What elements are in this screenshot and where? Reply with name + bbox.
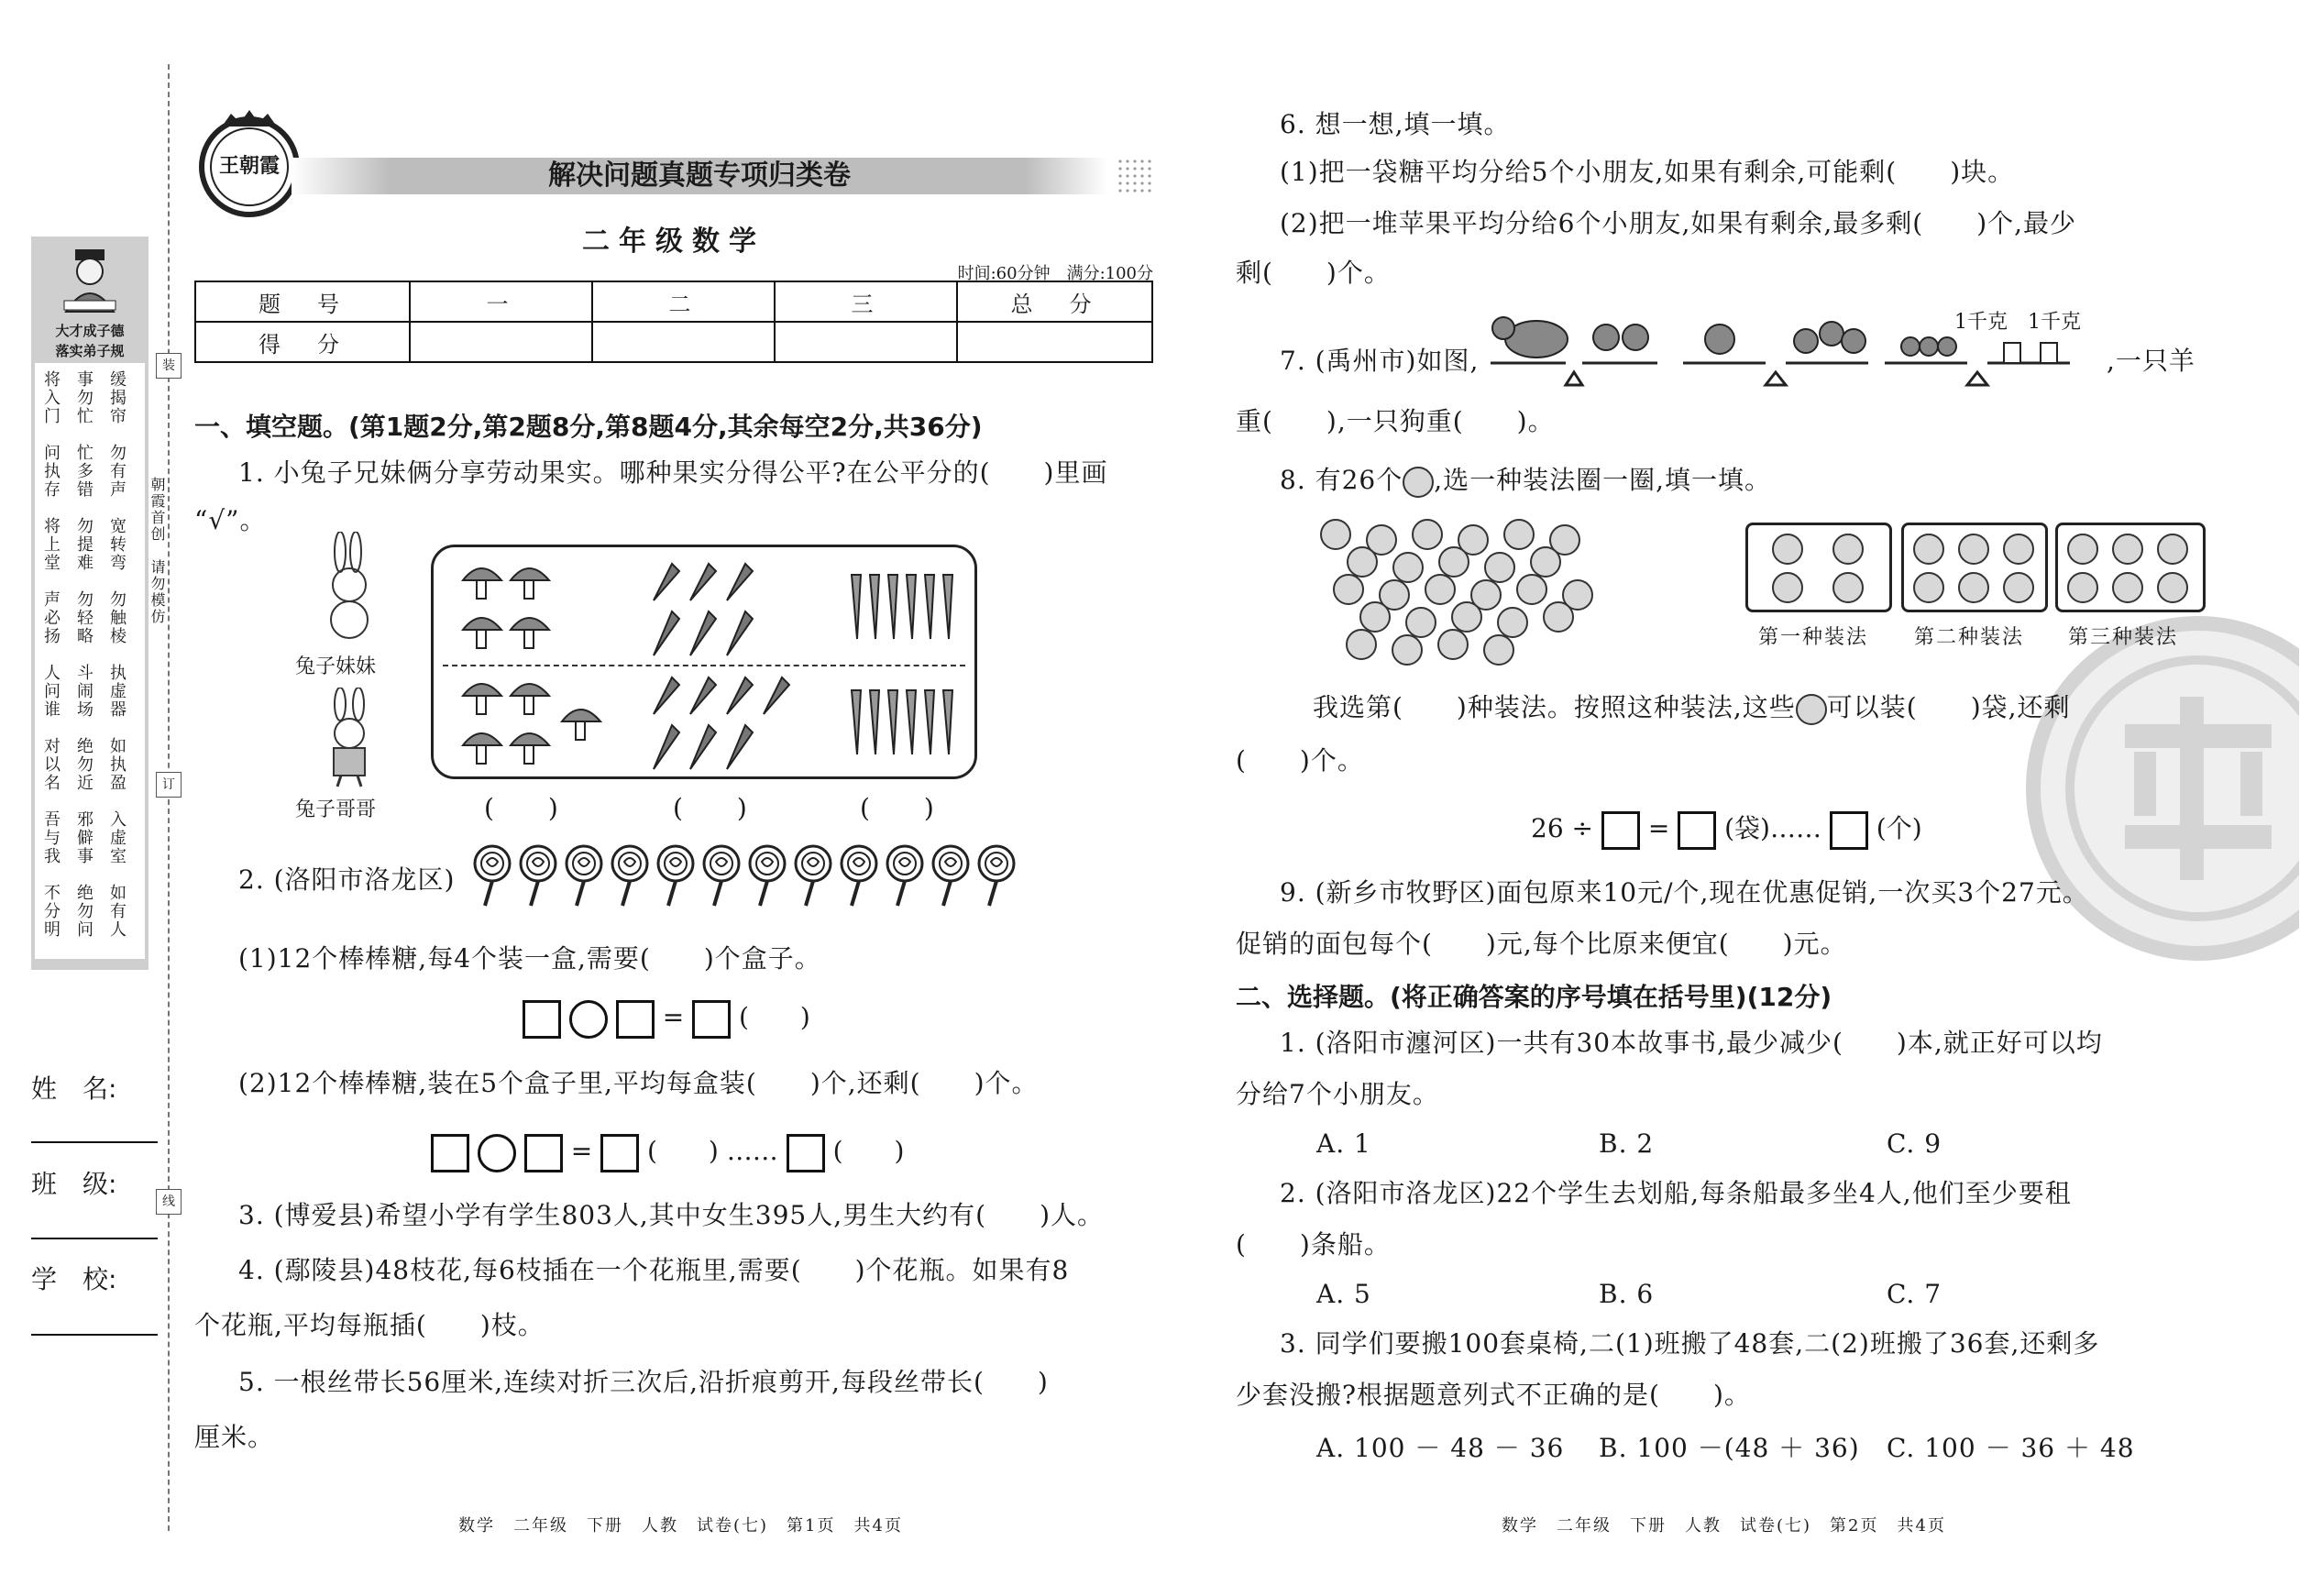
apple-icon: [1483, 634, 1514, 666]
equation-box[interactable]: [616, 1000, 655, 1039]
time-info: 时间:60分钟 满分:100分: [957, 264, 1153, 283]
packing-label-2: 第二种装法: [1914, 626, 2025, 649]
c2-option-c[interactable]: C. 7: [1887, 1279, 1942, 1309]
radish-group-top: [846, 566, 956, 648]
lollipop-icon: [563, 843, 605, 908]
verse-column: 吾与我: [41, 810, 61, 865]
lollipop-icon: [930, 843, 972, 908]
c2-line1: 2. (洛阳市洛龙区)22个学生去划船,每条船最多坐4人,他们至少要租: [1280, 1178, 2072, 1208]
unit-paren[interactable]: ( ): [832, 1136, 905, 1166]
equation-box[interactable]: [692, 1000, 731, 1039]
q1-line1: 1. 小兔子兄妹俩分享劳动果实。哪种果实分得公平?在公平分的( )里画: [238, 457, 1108, 488]
apple-icon: [1346, 629, 1377, 660]
equation-box[interactable]: [1678, 811, 1716, 850]
q2-1-equation: [523, 997, 810, 1039]
c1-line2: 分给7个小朋友。: [1236, 1079, 1439, 1109]
score-header-cell: 总 分: [957, 281, 1152, 322]
school-label: 学 校:: [31, 1264, 117, 1294]
lollipop-icon: [792, 843, 834, 908]
verse-column: 勿有声: [107, 444, 127, 499]
title-dots: [1117, 158, 1153, 194]
unit-paren[interactable]: ( ): [739, 1002, 810, 1032]
eq-part-bags: (袋)……: [1724, 813, 1821, 843]
rabbit-sister-image: [308, 532, 391, 642]
apple-icon: [1359, 601, 1391, 633]
packed-apple-icon: [1832, 534, 1864, 565]
lollipop-icon: [746, 843, 788, 908]
q6: 6. 想一想,填一填。: [1280, 109, 1511, 139]
apple-icon: [1543, 601, 1574, 633]
apple-icon: [1392, 552, 1424, 583]
lollipop-icon: [655, 843, 697, 908]
c2-option-b[interactable]: B. 6: [1599, 1279, 1655, 1309]
section-2-heading: 二、选择题。(将正确答案的序号填在括号里)(12分): [1236, 982, 1832, 1012]
packed-apple-icon: [2157, 534, 2188, 565]
cut-mark-3: 线: [156, 1189, 182, 1215]
name-line[interactable]: [31, 1141, 158, 1143]
packing-label-1: 第一种装法: [1758, 626, 1869, 649]
apple-icon: [1392, 634, 1423, 666]
apple-icon: [1484, 552, 1515, 583]
verse-column: 事勿忙: [74, 370, 94, 425]
lollipop-icon: [884, 843, 926, 908]
q2-2-equation: [431, 1131, 904, 1172]
mushroom-group-top: [461, 556, 562, 657]
footer-right: 数学 二年级 下册 人教 试卷(七) 第2页 共4页: [1502, 1516, 1946, 1535]
score-header-cell: 题 号: [195, 281, 410, 322]
q2-line: 2. (洛阳市洛龙区): [238, 864, 456, 895]
q8-line3: ( )个。: [1236, 745, 1364, 776]
name-label: 姓 名:: [31, 1073, 117, 1104]
answer-paren-carrot[interactable]: ( ): [673, 793, 748, 823]
panel-divider: [443, 665, 965, 666]
subtitle: 二年级数学: [582, 226, 765, 258]
verse-column: 宽转弯: [107, 517, 127, 572]
packed-apple-icon: [2157, 572, 2188, 603]
lollipop-icon: [700, 843, 743, 908]
q2-2: (2)12个棒棒糖,装在5个盒子里,平均每盒装( )个,还剩( )个。: [238, 1068, 1039, 1098]
equals-sign: =: [662, 1002, 685, 1032]
score-table: [194, 281, 1153, 363]
q8-text-d: 可以装( )袋,还剩: [1826, 692, 2071, 722]
weight-label-2: 1千克: [2028, 311, 2081, 334]
q6-2-line2: 剩( )个。: [1236, 258, 1391, 288]
operator-circle[interactable]: [478, 1134, 516, 1172]
q3: 3. (博爱县)希望小学有学生803人,其中女生395人,男生大约有( )人。: [238, 1200, 1105, 1230]
verse-column: 不分明: [41, 884, 61, 939]
q7-line1-end: ,一只羊: [2107, 346, 2195, 376]
score-cell[interactable]: [957, 322, 1152, 362]
rabbit-brother-label: 兔子哥哥: [295, 798, 377, 821]
q8-text-b: ,选一种装法圈一圈,填一填。: [1434, 465, 1772, 495]
packed-apple-icon: [2003, 572, 2034, 603]
side-note: 朝霞首创 请勿模仿: [149, 477, 166, 625]
carrot-group-bottom: [644, 668, 809, 775]
packed-apple-icon: [2112, 572, 2143, 603]
c2-line2: ( )条船。: [1236, 1229, 1391, 1260]
q9-line1: 9. (新乡市牧野区)面包原来10元/个,现在优惠促销,一次买3个27元。: [1280, 877, 2089, 908]
verse-column: 忙多错: [74, 444, 94, 499]
packed-apple-icon: [1958, 534, 1989, 565]
q2-1: (1)12个棒棒糖,每4个装一盒,需要( )个盒子。: [238, 943, 821, 974]
verse-column: 人问谁: [41, 664, 61, 719]
q8-equation: [1531, 809, 1922, 850]
c2-option-a[interactable]: A. 5: [1316, 1279, 1371, 1309]
q8-line1: [1280, 462, 1771, 499]
motto-line-2: 落实弟子规: [55, 343, 125, 359]
carrot-group-top: [644, 555, 773, 661]
apple-icon: [1437, 629, 1469, 660]
q8-text-a: 8. 有26个: [1280, 465, 1403, 495]
verse-column: 将入门: [41, 370, 61, 425]
apple-icon: [1516, 574, 1547, 605]
equation-box[interactable]: [431, 1134, 469, 1172]
verse-column: 如有人: [107, 884, 127, 939]
score-cell[interactable]: [775, 322, 957, 362]
q5-line2: 厘米。: [194, 1422, 275, 1452]
footer-left: 数学 二年级 下册 人教 试卷(七) 第1页 共4页: [458, 1516, 903, 1535]
equation-box[interactable]: [524, 1134, 563, 1172]
c3-option-b[interactable]: B. 100 －(48 ＋ 36): [1599, 1433, 1860, 1463]
equation-box[interactable]: [787, 1134, 825, 1172]
q7-line1: 7. (禹州市)如图,: [1280, 346, 1480, 376]
apple-icon: [1347, 546, 1378, 578]
equation-box[interactable]: [523, 1000, 561, 1039]
c3-option-a[interactable]: A. 100 － 48 － 36: [1316, 1433, 1565, 1463]
apple-icon: [1497, 607, 1528, 638]
verse-grid: [40, 370, 139, 957]
verse-column: 绝勿近: [74, 737, 94, 792]
c3-line2: 少套没搬?根据题意列式不正确的是( )。: [1236, 1380, 1751, 1410]
lollipop-icon: [609, 843, 651, 908]
packed-apple-icon: [1913, 572, 1944, 603]
verse-column: 勿轻略: [74, 590, 94, 645]
c1-line1: 1. (洛阳市瀍河区)一共有30本故事书,最少减少( )本,就正好可以均: [1280, 1028, 2103, 1058]
packed-apple-icon: [1958, 572, 1989, 603]
c1-option-b[interactable]: B. 2: [1599, 1128, 1655, 1159]
lollipop-row: [471, 843, 1168, 917]
packed-apple-icon: [2003, 534, 2034, 565]
class-line[interactable]: [31, 1238, 158, 1239]
q7-line2: 重( ),一只狗重( )。: [1236, 406, 1555, 436]
page-title: 解决问题真题专项归类卷: [548, 160, 851, 192]
rabbit-sister-label: 兔子妹妹: [295, 655, 377, 678]
radish-group-bottom: [846, 681, 956, 764]
equation-box[interactable]: [600, 1134, 639, 1172]
q8-line2: [1313, 689, 2071, 726]
packing-label-3: 第三种装法: [2068, 626, 2179, 649]
verse-column: 声必扬: [41, 590, 61, 645]
remainder-dots: ……: [726, 1136, 778, 1166]
score-cell[interactable]: [410, 322, 592, 362]
apple-icon: [1530, 546, 1561, 578]
apple-icon: [1405, 607, 1436, 638]
balance-scales-image: [1491, 306, 2096, 391]
score-cell[interactable]: [592, 322, 775, 362]
verse-column: 如执盈: [107, 737, 127, 792]
q9-line2: 促销的面包每个( )元,每个比原来便宜( )元。: [1236, 929, 1847, 959]
weight-label-1: 1千克: [1954, 311, 2008, 334]
q4-line2: 个花瓶,平均每瓶插( )枝。: [194, 1310, 545, 1340]
c3-option-c[interactable]: C. 100 － 36 ＋ 48: [1887, 1433, 2135, 1463]
equals-sign: =: [570, 1136, 593, 1166]
verse-column: 执虚器: [107, 664, 127, 719]
verse-column: 对以名: [41, 737, 61, 792]
score-header-cell: 二: [592, 281, 775, 322]
q6-1: (1)把一袋糖平均分给5个小朋友,如果有剩余,可能剩( )块。: [1280, 157, 2015, 187]
score-row-label: 得 分: [195, 322, 410, 362]
lollipop-icon: [838, 843, 880, 908]
scholar-figure-icon: [57, 248, 123, 317]
eq-part-equals: =: [1647, 813, 1670, 843]
mushroom-group-bottom: [461, 672, 626, 773]
verse-column: 绝勿问: [74, 884, 94, 939]
apple-icon: [1320, 519, 1351, 550]
score-header-cell: 三: [775, 281, 957, 322]
answer-paren-mushroom[interactable]: ( ): [484, 793, 559, 823]
section-1-heading: 一、填空题。(第1题2分,第2题8分,第8题4分,其余每空2分,共36分): [194, 412, 983, 442]
verse-column: 入虚室: [107, 810, 127, 865]
dashed-cut-line: [168, 64, 170, 1531]
q1-line2: “√”。: [194, 505, 267, 535]
packed-apple-icon: [2112, 534, 2143, 565]
verse-column: 将上堂: [41, 517, 61, 572]
verse-column: 勿触棱: [107, 590, 127, 645]
lollipop-icon: [975, 843, 1018, 908]
apple-icon: [1451, 601, 1482, 633]
score-header-cell: 一: [410, 281, 592, 322]
sidebar: [0, 0, 174, 1596]
cut-mark-2: 订: [156, 772, 182, 798]
q4-line1: 4. (鄢陵县)48枝花,每6枝插在一个花瓶里,需要( )个花瓶。如果有8: [238, 1255, 1070, 1285]
c1-option-c[interactable]: C. 9: [1887, 1128, 1942, 1159]
verse-column: 缓揭帘: [107, 370, 127, 425]
packing-option-1[interactable]: [1745, 523, 1892, 612]
eq-part-dividend: 26 ÷: [1531, 813, 1593, 843]
verse-column: 斗闹场: [74, 664, 94, 719]
logo-emblem: [194, 110, 304, 220]
q5-line1: 5. 一根丝带长56厘米,连续对折三次后,沿折痕剪开,每段丝带长( ): [238, 1367, 1049, 1397]
lollipop-icon: [517, 843, 559, 908]
packed-apple-icon: [2067, 534, 2098, 565]
equation-box[interactable]: [1830, 811, 1868, 850]
equation-box[interactable]: [1601, 811, 1640, 850]
c3-line1: 3. 同学们要搬100套桌椅,二(1)班搬了48套,二(2)班搬了36套,还剩多: [1280, 1328, 2100, 1359]
apple-icon: [1412, 519, 1443, 550]
motto-line-1: 大才成子德: [55, 323, 125, 339]
apple-icon: [1438, 546, 1469, 578]
logo-text: 王朝霞: [218, 154, 280, 178]
unit-paren[interactable]: ( ): [647, 1136, 719, 1166]
packed-apple-icon: [1913, 534, 1944, 565]
operator-circle[interactable]: [569, 1000, 608, 1039]
answer-paren-radish[interactable]: ( ): [860, 793, 935, 823]
eq-part-remainder: (个): [1876, 813, 1922, 843]
packed-apple-icon: [2067, 572, 2098, 603]
apple-icon: [1503, 519, 1535, 550]
apple-icon: [1796, 694, 1827, 725]
q8-text-c: 我选第( )种装法。按照这种装法,这些: [1313, 692, 1796, 722]
apple-icon: [1333, 574, 1364, 605]
verse-column: 问执存: [41, 444, 61, 499]
c1-option-a[interactable]: A. 1: [1316, 1128, 1371, 1159]
cut-mark-1: 装: [156, 353, 182, 379]
rabbit-brother-image: [308, 688, 391, 788]
apple-pile: [1313, 519, 1734, 666]
packed-apple-icon: [1832, 572, 1864, 603]
q6-2-line1: (2)把一堆苹果平均分给6个小朋友,如果有剩余,最多剩( )个,最少: [1280, 208, 2077, 238]
verse-column: 邪僻事: [74, 810, 94, 865]
class-label: 班 级:: [31, 1169, 117, 1199]
lollipop-icon: [471, 843, 513, 908]
apple-icon: [1403, 467, 1434, 498]
fruit-panel: [431, 545, 977, 779]
apple-icon: [1425, 574, 1456, 605]
school-line[interactable]: [31, 1334, 158, 1336]
verse-column: 勿提难: [74, 517, 94, 572]
